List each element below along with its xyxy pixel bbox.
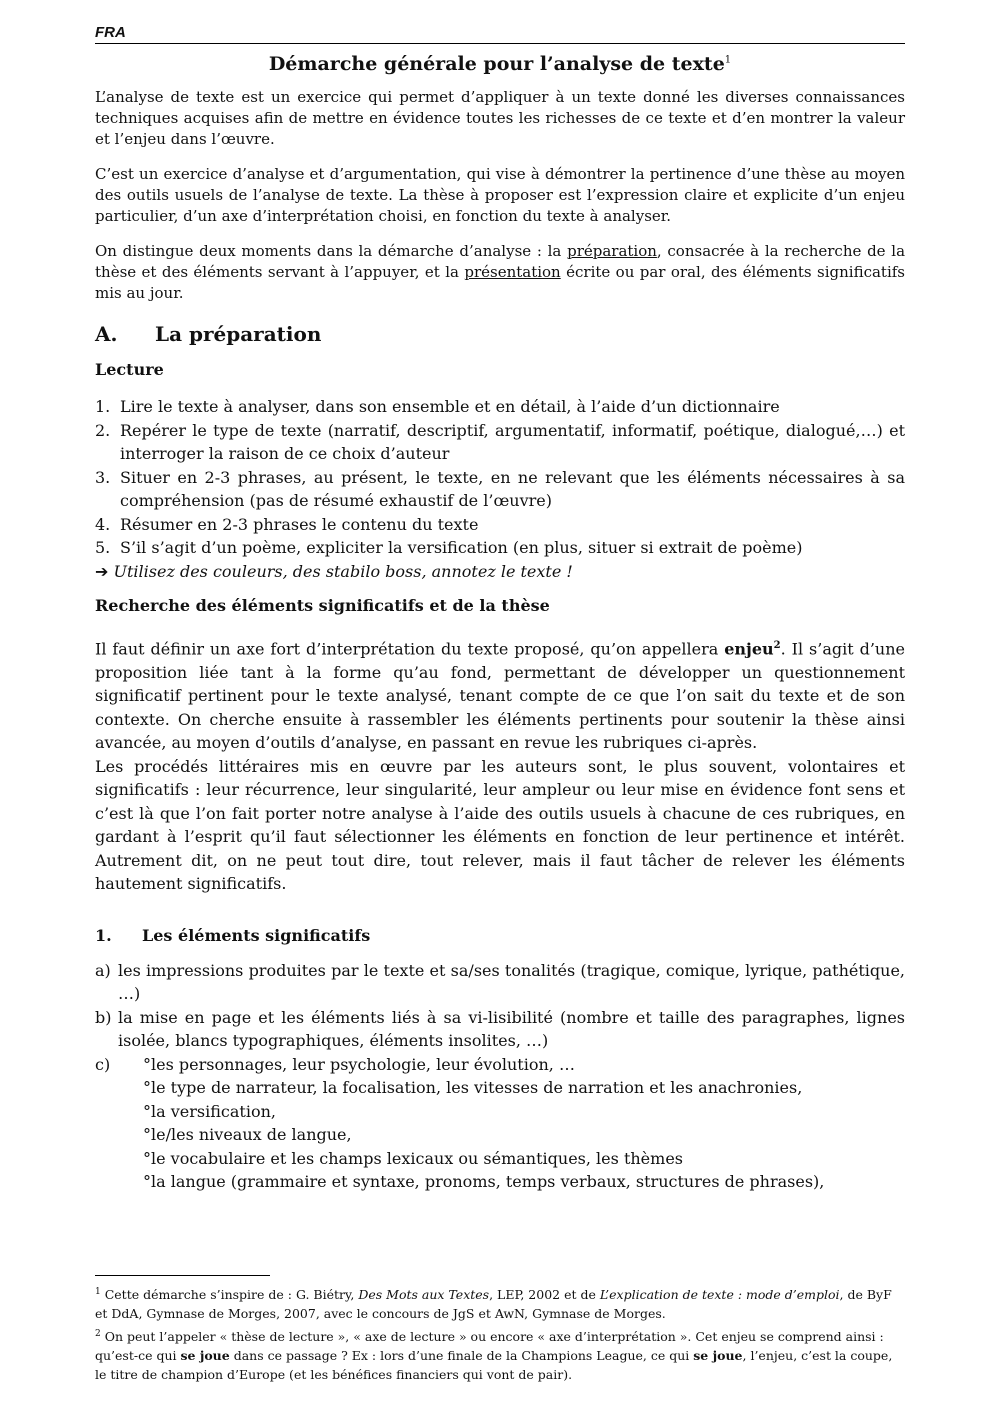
intro-paragraph-1: L’analyse de texte est un exercice qui permet d’appliquer à un texte donné les diverses connaissances techniques acquises afin de mettre en évidence toutes les richesses de ce texte et d’en montrer la valeur et l’enjeu dans l’œuvre. (95, 88, 905, 148)
recherche-p1-text-a: Il faut définir un axe fort d’interprétation du texte proposé, qu’on appellera (95, 639, 725, 659)
sub-item: °le vocabulaire et les champs lexicaux ou sémantiques, les thèmes (143, 1148, 683, 1168)
list-item-number: 4. (95, 514, 111, 534)
intro-p3-text-b: , consacrée à la recherche de la thèse et des éléments servant à l’appuyer, et la (95, 242, 906, 281)
sub-item: °le type de narrateur, la focalisation, les vitesses de narration et les anachronies, (143, 1078, 803, 1098)
lecture-list (95, 395, 905, 560)
footnotes (95, 1283, 905, 1386)
section-a-title: La préparation (155, 322, 322, 346)
arrow-right-icon: ➔ (95, 561, 109, 581)
presentation-term: présentation (464, 263, 561, 281)
recherche-paragraph-1 (95, 634, 905, 755)
lecture-tip-text: Utilisez des couleurs, des stabilo boss, annotez le texte ! (108, 561, 573, 581)
footnote-1-text-b: , LEP, 2002 et de (489, 1287, 600, 1303)
enjeu-term: enjeu (724, 639, 774, 659)
title-text: Démarche générale pour l’analyse de texte (268, 53, 725, 75)
recherche-p1-text-b: . Il s’agit d’une proposition liée tant à la forme qu’au fond, permettant de développer un questionnement significatif pertinent pour le texte analysé, tenant compte de ce que l’on sait du texte et de son contexte. On cherche ensuite à rassembler les éléments pertinents pour soutenir la thèse ainsi avancée, au moyen d’outils d’analyse, en passant en revue les rubriques ci-après. (95, 639, 906, 753)
recherche-heading: Recherche des éléments significatifs et de la thèse (95, 596, 550, 615)
lecture-tip (95, 560, 905, 584)
footnote-1-text-c: , de ByF et DdA, Gymnase de Morges, 2007, avec le concours de JgS et AwN, Gymnase de Morges. (95, 1287, 892, 1322)
list-item-letter: a) (95, 960, 111, 980)
page-title (95, 53, 905, 75)
footnote-separator (95, 1275, 270, 1276)
footnote-2-text-b: dans ce passage ? Ex : lors d’une finale de la Champions League, ce qui (229, 1348, 694, 1364)
recherche-paragraph-2: Les procédés littéraires mis en œuvre par les auteurs sont, le plus souvent, volontaires et significatifs : leur récurrence, leur singularité, leur ampleur ou leur mise en évidence font sens et c’est là que l’on fait porter notre analyse à l’aide des outils usuels à chacune de ces rubriques, en gardant à l’esprit qu’il faut sélectionner les éléments en fonction de leur pertinence et intérêt. Autrement dit, on ne peut tout dire, tout relever, mais il faut tâcher de relever les éléments hautement significatifs. (95, 756, 905, 894)
list-item-text: la mise en page et les éléments liés à sa vi-lisibilité (nombre et taille des paragraphes, lignes isolée, blancs typographiques, éléments insolites, …) (118, 1007, 905, 1051)
list-item (95, 1006, 905, 1053)
document-page (95, 24, 905, 1194)
list-item (95, 395, 905, 419)
section-a-heading (95, 322, 905, 346)
list-item (95, 466, 905, 513)
sub-item-group (143, 1053, 824, 1194)
list-item (95, 419, 905, 466)
list-item-text: S’il s’agit d’un poème, expliciter la versification (en plus, situer si extrait de poème) (120, 538, 803, 557)
section-1-title: Les éléments significatifs (142, 925, 371, 945)
footnote-1-number: 1 (95, 1287, 101, 1297)
footnote-1 (95, 1283, 905, 1323)
list-item (95, 1053, 905, 1194)
intro-paragraph-2: C’est un exercice d’analyse et d’argumentation, qui vise à démontrer la pertinence d’une thèse au moyen des outils usuels de l’analyse de texte. La thèse à proposer est l’expression claire et explicite d’un enjeu particulier, d’un axe d’interprétation choisi, en fonction du texte à analyser. (95, 165, 905, 225)
list-item-text: Résumer en 2-3 phrases le contenu du texte (120, 514, 479, 534)
list-item-text: les impressions produites par le texte et sa/ses tonalités (tragique, comique, lyrique, pathétique, …) (118, 960, 905, 1004)
footnote-1-book-title: Des Mots aux Textes (358, 1287, 490, 1303)
list-item-number: 5. (95, 538, 111, 557)
sub-item: °la langue (grammaire et syntaxe, pronoms, temps verbaux, structures de phrases), (143, 1172, 825, 1192)
footnote-ref-1[interactable]: 1 (724, 54, 732, 66)
list-item-number: 1. (95, 397, 111, 416)
list-item-letter: b) (95, 1007, 112, 1027)
footnote-2-number: 2 (95, 1329, 101, 1340)
section-a-letter: A. (95, 322, 118, 346)
footnote-1-text-a: Cette démarche s’inspire de : G. Biétry, (100, 1287, 359, 1303)
header-rule (95, 43, 905, 44)
list-item (95, 536, 905, 560)
list-item-number: 3. (95, 467, 111, 487)
lecture-heading: Lecture (95, 360, 164, 379)
sub-item: °les personnages, leur psychologie, leur évolution, … (143, 1054, 575, 1074)
footnote-2-text-c: , l’enjeu, c’est la coupe, le titre de champion d’Europe (et les bénéfices financiers qui vont de pair). (95, 1348, 893, 1383)
intro-paragraph-3 (95, 241, 905, 304)
section-1-number: 1. (95, 925, 112, 945)
footnote-2-text-a: On peut l’appeler « thèse de lecture », « axe de lecture » ou encore « axe d’interprétation ». Cet enjeu se comprend ainsi : qu’est-ce qui (95, 1329, 884, 1364)
section-1-heading (95, 926, 905, 945)
list-item-text: Situer en 2-3 phrases, au présent, le texte, en ne relevant que les éléments nécessaires à sa compréhension (pas de résumé exhaustif de l’œuvre) (120, 467, 905, 510)
footnote-1-book-title-2: L’explication de texte : mode d’emploi (599, 1287, 840, 1303)
sub-item: °la versification, (143, 1101, 276, 1121)
list-item-letter: c) (95, 1054, 111, 1074)
list-item (95, 513, 905, 537)
footnote-2-bold-1: se joue (180, 1348, 230, 1364)
footnote-ref-2[interactable]: 2 (773, 640, 781, 651)
sub-item: °le/les niveaux de langue, (143, 1125, 352, 1145)
list-item-text: Lire le texte à analyser, dans son ensemble et en détail, à l’aide d’un dictionnaire (120, 397, 780, 416)
intro-p3-text-c: écrite ou par oral, des éléments significatifs mis au jour. (95, 263, 905, 302)
header-label: FRA (95, 24, 126, 41)
intro-p3-text-a: On distingue deux moments dans la démarche d’analyse : la (95, 242, 568, 260)
footnote-2 (95, 1325, 905, 1384)
list-item (95, 959, 905, 1006)
preparation-term: préparation (567, 242, 657, 260)
footnote-2-bold-2: se joue (693, 1348, 743, 1364)
list-item-text: Repérer le type de texte (narratif, descriptif, argumentatif, informatif, poétique, dialogué,…) et interroger la raison de ce choix d’auteur (120, 420, 905, 463)
significant-elements-list (95, 959, 905, 1194)
list-item-number: 2. (95, 420, 111, 440)
